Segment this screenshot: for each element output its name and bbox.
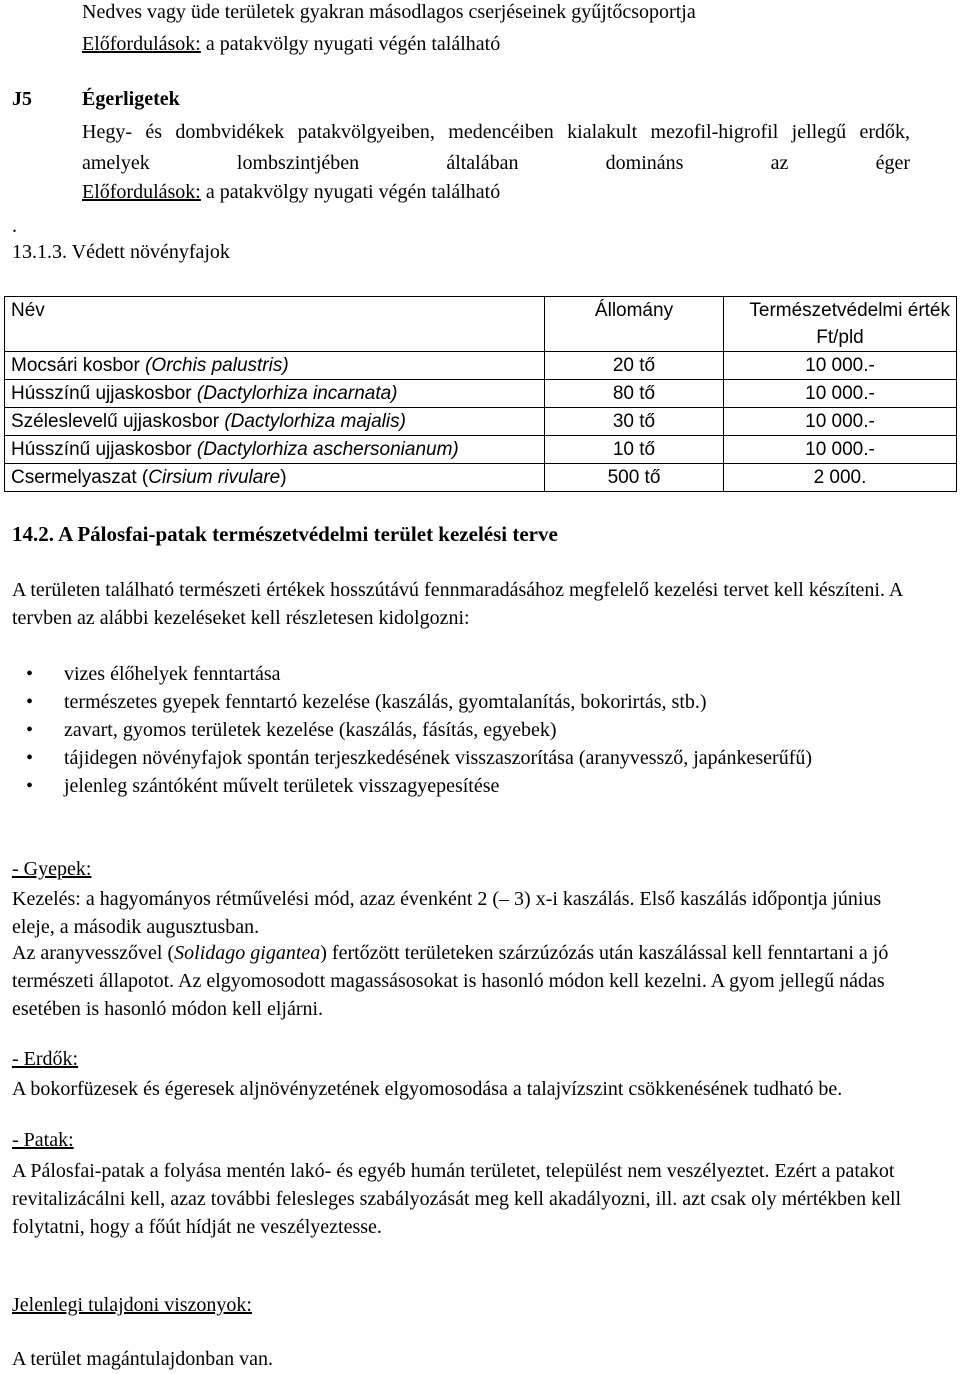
- list-item-text: természetes gyepek fenntartó kezelése (kaszálás, gyomtalanítás, bokorirtás, stb.): [64, 691, 707, 713]
- habitat-title: Égerligetek: [82, 88, 180, 110]
- species-value-cell: 10 000.-: [724, 408, 957, 436]
- column-header-value: [724, 297, 957, 352]
- stray-dot: .: [12, 215, 17, 237]
- table-row: [5, 408, 957, 436]
- bullet-icon: •: [26, 747, 34, 769]
- table-header-row: [5, 297, 957, 352]
- protected-species-table: [4, 296, 957, 492]
- habitat-description: Hegy- és dombvidékek patakvölgyeiben, medencéiben kialakult mezofil-higrofil jellegű erdők, amelyek lombszintjében általában domináns az éger: [82, 121, 910, 174]
- list-item: [12, 744, 908, 772]
- section-number: 13.1.3.: [12, 241, 67, 263]
- grassland-paragraph-1: Kezelés: a hagyományos rétművelési mód, azaz évenként 2 (– 3) x-i kaszálás. Első kaszálás időpontja június eleje, a második augusztusban.: [12, 888, 882, 938]
- occurrence-label: Előfordulások:: [82, 33, 201, 55]
- section-title: Védett növényfajok: [71, 241, 230, 263]
- occurrence-label: Előfordulások:: [82, 181, 201, 203]
- species-latin-name: (Orchis palustris): [145, 355, 289, 376]
- list-item-text: tájidegen növényfajok spontán terjeszkedésének visszaszorítása (aranyvessző, japánkeserűfű): [64, 747, 813, 769]
- species-quantity-cell: 20 tő: [545, 352, 724, 380]
- list-item: [12, 688, 908, 716]
- ownership-heading: Jelenlegi tulajdoni viszonyok:: [12, 1294, 252, 1316]
- species-common-name: Mocsári kosbor: [11, 355, 140, 376]
- species-quantity-cell: 10 tő: [545, 436, 724, 464]
- grassland-heading: - Gyepek:: [12, 858, 92, 880]
- bullet-icon: •: [26, 691, 34, 713]
- grassland-paragraph-2: [12, 939, 908, 1023]
- species-value-cell: 10 000.-: [724, 380, 957, 408]
- list-item-text: zavart, gyomos területek kezelése (kaszálás, fásítás, egyebek): [64, 719, 557, 741]
- occurrence-text: a patakvölgy nyugati végén található: [205, 33, 501, 55]
- intro-paragraph: A területen található természeti értékek hosszútávú fennmaradásához megfelelő kezelési tervet kell készíteni. A tervben az alábbi kezeléseket kell részletesen kidolgozni:: [12, 579, 903, 629]
- list-item: [12, 660, 908, 688]
- table-row: [5, 352, 957, 380]
- habitat-description-line: Nedves vagy üde területek gyakran másodlagos cserjéseinek gyűjtőcsoportja: [82, 1, 696, 23]
- list-item-text: vizes élőhelyek fenntartása: [64, 663, 281, 685]
- species-latin-name: (Dactylorhiza majalis): [224, 411, 406, 432]
- species-common-name: Széleslevelű ujjaskosbor: [11, 411, 220, 432]
- species-value-cell: 10 000.-: [724, 436, 957, 464]
- species-latin-suffix: ): [280, 467, 287, 488]
- column-header-name: Név: [5, 297, 545, 352]
- species-value-cell: 10 000.-: [724, 352, 957, 380]
- latin-name: Solidago gigantea: [174, 942, 321, 964]
- occurrence-line: [82, 33, 500, 56]
- column-header-value-line1: Természetvédelmi érték: [749, 300, 950, 321]
- bullet-icon: •: [26, 775, 34, 797]
- section-heading: [12, 241, 230, 264]
- species-quantity-cell: 80 tő: [545, 380, 724, 408]
- column-header-value-line2: Ft/pld: [816, 327, 864, 348]
- species-latin-name: (Dactylorhiza incarnata): [196, 383, 398, 404]
- species-quantity-cell: 30 tő: [545, 408, 724, 436]
- stream-paragraph: A Pálosfai-patak a folyása mentén lakó- és egyéb humán területet, települést nem veszélyeztet. Ezért a patakot revitalizácálni kell, azaz további felesleges szabályozását meg kell akadályozni, ill. azt csak oly mértékben kell folytatni, hogy a főút hídját ne veszélyeztesse.: [12, 1160, 902, 1238]
- species-common-name: Csermelyaszat (: [11, 467, 149, 488]
- species-latin-name: Cirsium rivulare: [148, 467, 281, 488]
- species-value-cell: 2 000.: [724, 464, 957, 492]
- species-common-name: Hússzínű ujjaskosbor: [11, 383, 192, 404]
- stream-heading: - Patak:: [12, 1129, 74, 1151]
- forest-heading: - Erdők:: [12, 1048, 79, 1070]
- grassland-text-after: ) fertőzött területeken szárzúzózás után kaszálással kell fenntartani a jó természeti állapotot. Az elgyomosodott magassásosokat is hasonló módon kell kezelni. A gyom jellegű nádas esetében is hasonló módon kell eljárni.: [12, 942, 889, 1020]
- treatment-list: [12, 660, 908, 800]
- species-latin-name: (Dactylorhiza aschersonianum): [196, 439, 459, 460]
- species-common-name: Hússzínű ujjaskosbor: [11, 439, 192, 460]
- column-header-quantity: Állomány: [545, 297, 724, 352]
- occurrence-text: a patakvölgy nyugati végén található: [205, 181, 501, 203]
- forest-paragraph: A bokorfüzesek és égeresek aljnövényzetének elgyomosodása a talajvízszint csökkenésének tudható be.: [12, 1078, 843, 1100]
- bullet-icon: •: [26, 719, 34, 741]
- species-quantity-cell: 500 tő: [545, 464, 724, 492]
- grassland-text-before: Az aranyvesszővel (: [12, 942, 175, 964]
- section-heading: 14.2. A Pálosfai-patak természetvédelmi terület kezelési terve: [12, 522, 558, 546]
- ownership-text: A terület magántulajdonban van.: [12, 1348, 274, 1370]
- species-name-cell: [5, 436, 545, 464]
- species-name-cell: [5, 380, 545, 408]
- habitat-code: J5: [12, 88, 32, 110]
- list-item: [12, 772, 908, 800]
- habitat-occurrence-line: [82, 181, 500, 204]
- table-row: [5, 464, 957, 492]
- table-row: [5, 380, 957, 408]
- list-item: [12, 716, 908, 744]
- bullet-icon: •: [26, 663, 34, 685]
- table-row: [5, 436, 957, 464]
- species-name-cell: [5, 408, 545, 436]
- species-name-cell: [5, 352, 545, 380]
- list-item-text: jelenleg szántóként művelt területek visszagyepesítése: [64, 775, 500, 797]
- species-name-cell: [5, 464, 545, 492]
